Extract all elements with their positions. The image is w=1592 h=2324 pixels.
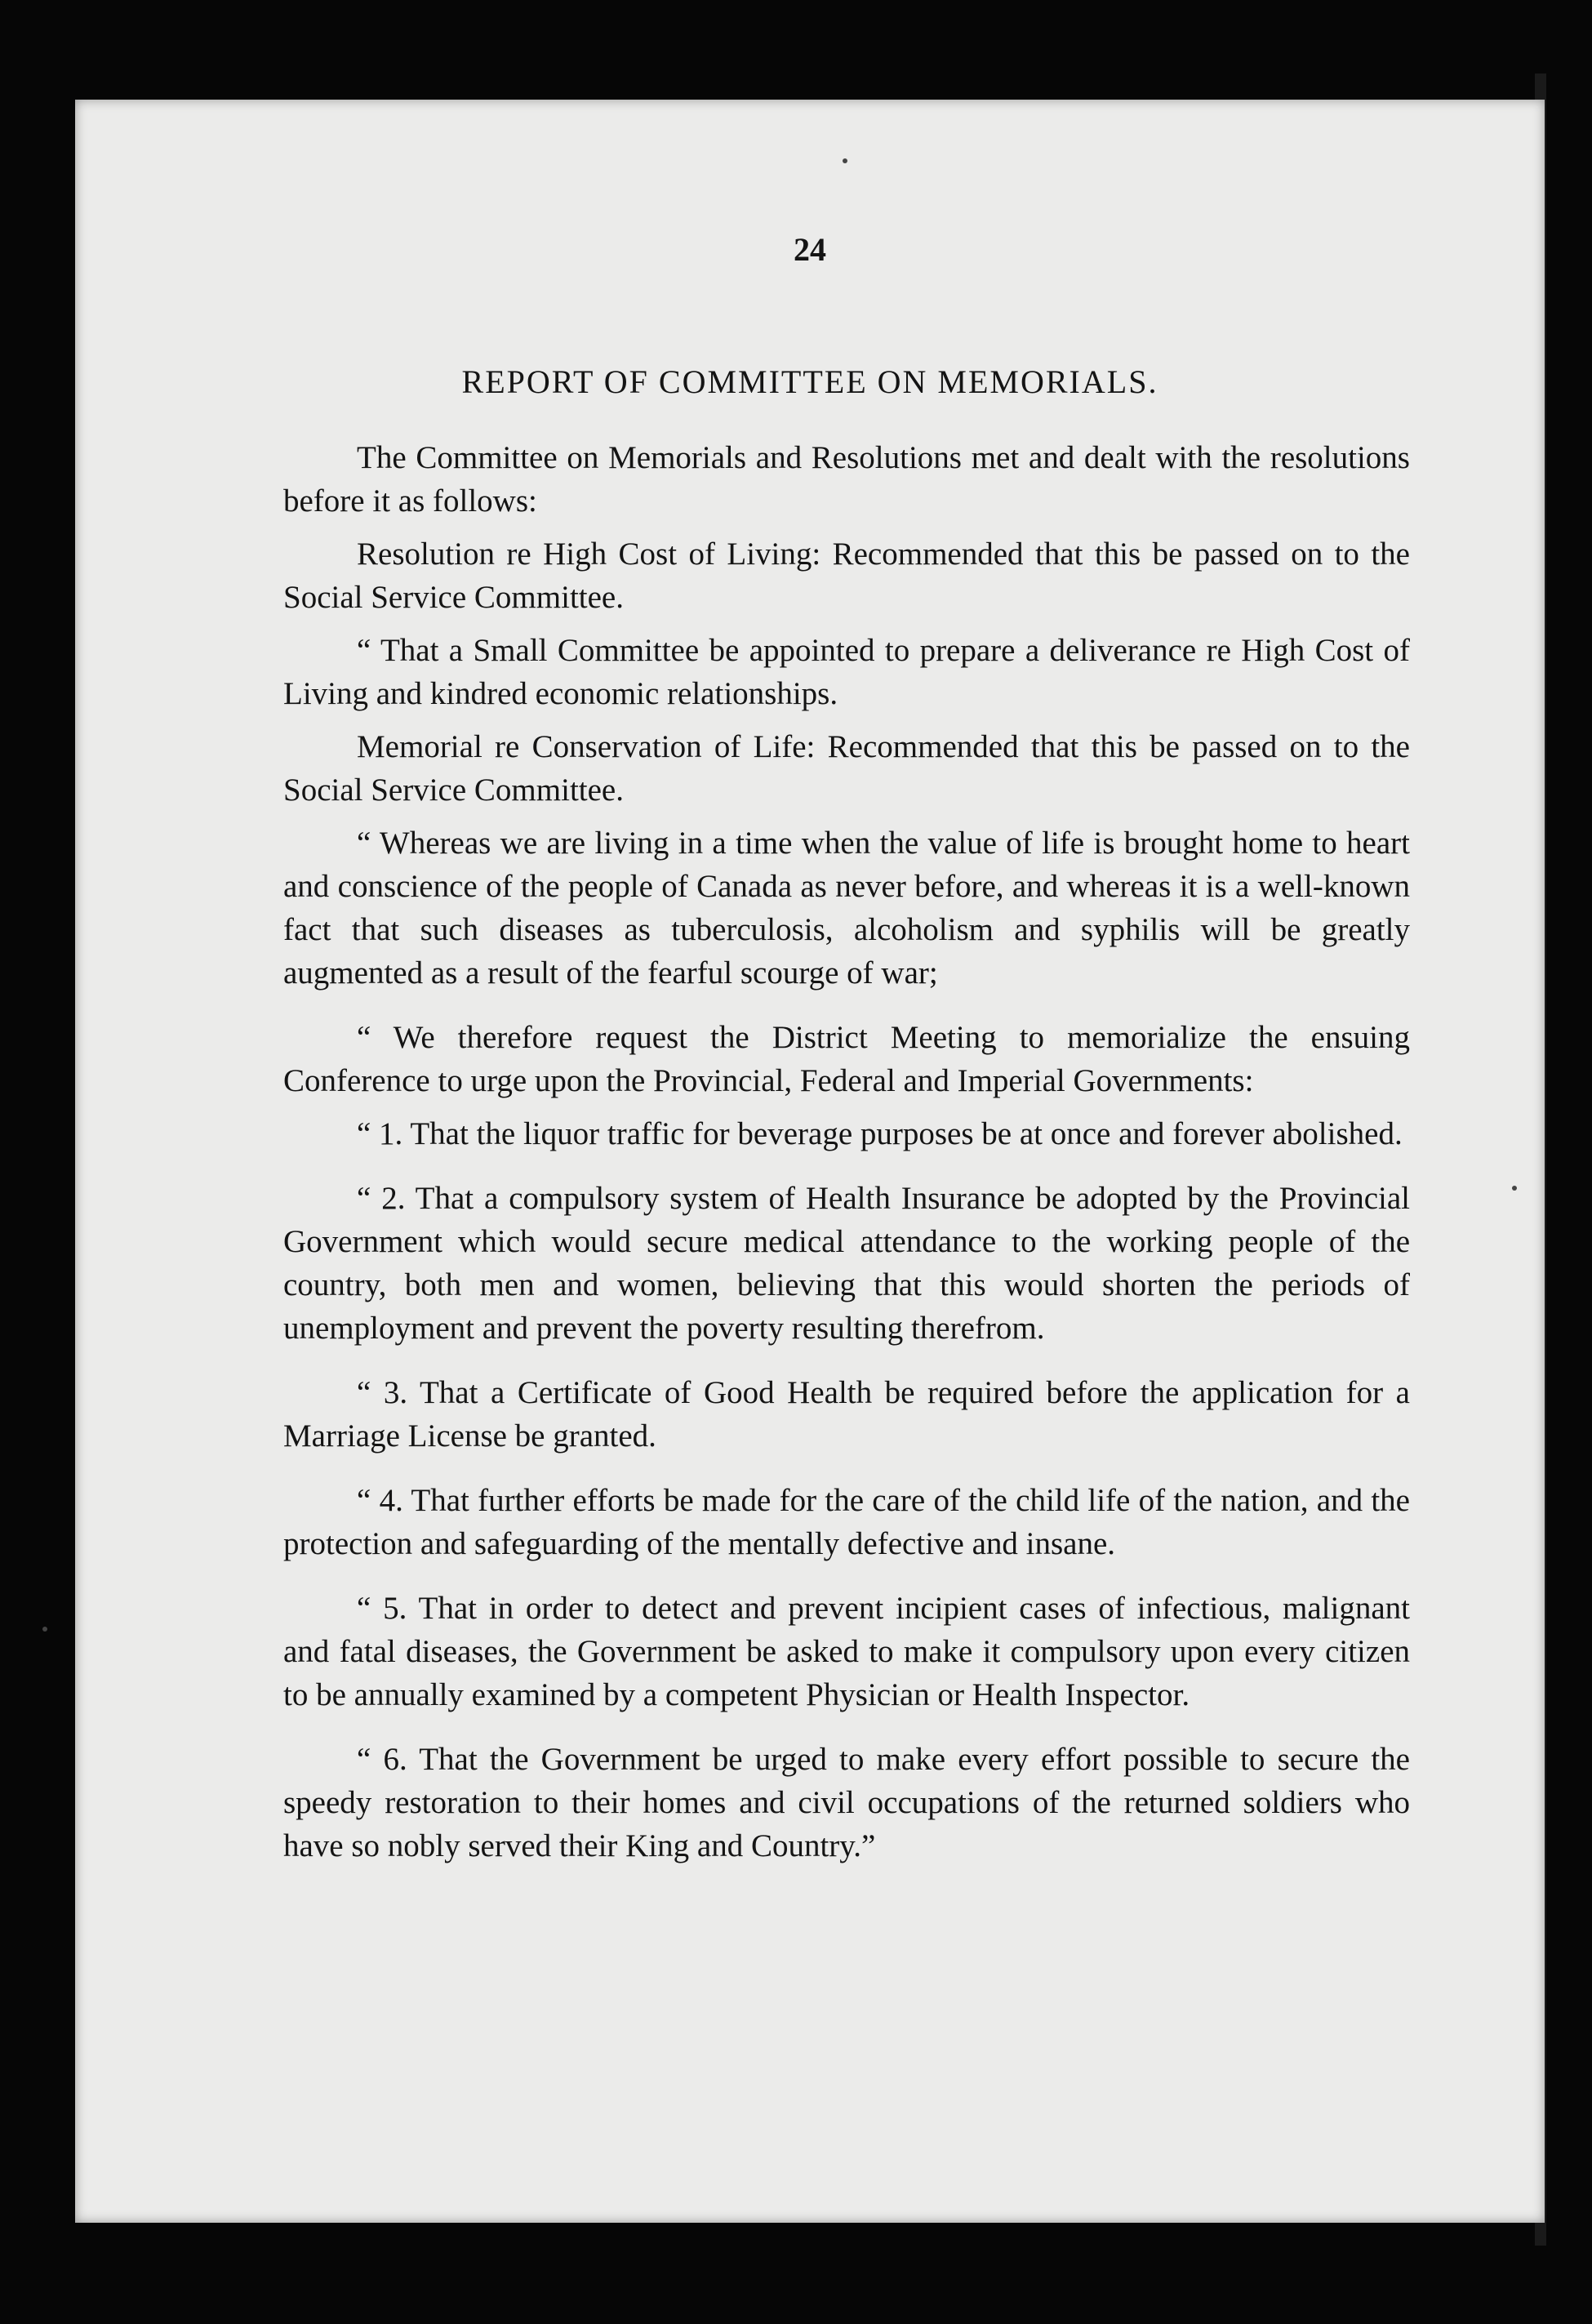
paragraph-memorial-conservation: Memorial re Conservation of Life: Recommended that this be passed on to the Social Service Committee. bbox=[283, 729, 1410, 808]
paragraph-item-5: “ 5. That in order to detect and prevent incipient cases of infectious, malignant and fatal diseases, the Government be asked to make it compulsory upon every citizen to be annually examined by a competent Physician or Health Inspector. bbox=[283, 1591, 1410, 1712]
scan-speck bbox=[42, 1627, 47, 1632]
paragraph-small-committee: “ That a Small Committee be appointed to prepare a deliverance re High Cost of Living and kindred economic relationships. bbox=[283, 633, 1410, 711]
body-text bbox=[283, 436, 1410, 1877]
page-number: 24 bbox=[794, 231, 826, 268]
paragraph-item-6: “ 6. That the Government be urged to make every effort possible to secure the speedy restoration to their homes and civil occupations of the returned soldiers who have so nobly served their King and Country.” bbox=[283, 1742, 1410, 1863]
paragraph-resolution-cost-of-living: Resolution re High Cost of Living: Recommended that this be passed on to the Social Service Committee. bbox=[283, 536, 1410, 615]
scanned-page bbox=[75, 100, 1545, 2223]
paragraph-whereas: “ Whereas we are living in a time when the value of life is brought home to heart and conscience of the people of Canada as never before, and whereas it is a well-known fact that such diseases as tuberculosis, alcoholism and syphilis will be greatly augmented as a result of the fearful scourge of war; bbox=[283, 826, 1410, 991]
paragraph-item-3: “ 3. That a Certificate of Good Health be required before the application for a Marriage License be granted. bbox=[283, 1375, 1410, 1454]
paragraph-request: “ We therefore request the District Meeting to memorialize the ensuing Conference to urge upon the Provincial, Federal and Imperial Governments: bbox=[283, 1020, 1410, 1098]
page-title: REPORT OF COMMITTEE ON MEMORIALS. bbox=[461, 363, 1158, 400]
scan-speck bbox=[843, 158, 847, 163]
paragraph-item-1: “ 1. That the liquor traffic for beverage purposes be at once and forever abolished. bbox=[357, 1116, 1403, 1151]
paragraph-item-4: “ 4. That further efforts be made for the care of the child life of the nation, and the protection and safeguarding of the mentally defective and insane. bbox=[283, 1483, 1410, 1561]
scan-speck bbox=[1512, 1186, 1517, 1191]
paragraph-item-2: “ 2. That a compulsory system of Health Insurance be adopted by the Provincial Government which would secure medical attendance to the working people of the country, both men and women, believing that this would shorten the periods of unemployment and prevent the poverty resulting therefrom. bbox=[283, 1181, 1410, 1346]
paragraph-intro: The Committee on Memorials and Resolutions met and dealt with the resolutions before it as follows: bbox=[283, 440, 1410, 519]
